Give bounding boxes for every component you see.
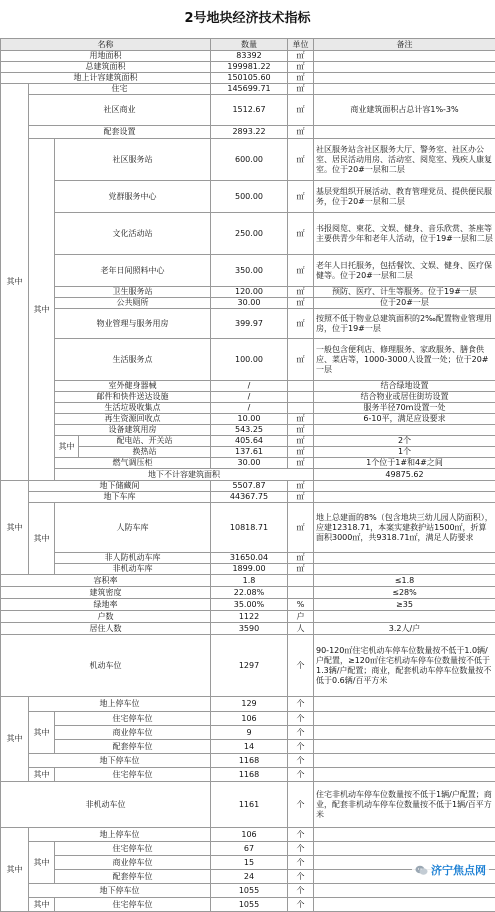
header-note: 备注 bbox=[314, 39, 495, 51]
table-row: 其中 地上停车位 106 个 bbox=[1, 828, 495, 842]
table-row: 其中 配电站、开关站 405.64 ㎡ 2个 bbox=[1, 436, 495, 447]
table-row: 设备建筑用房 543.25 ㎡ bbox=[1, 425, 495, 436]
group-label: 其中 bbox=[55, 436, 79, 458]
table-row: 配套设置 2893.22 ㎡ bbox=[1, 126, 495, 139]
table-row: 配套停车位 14 个 bbox=[1, 740, 495, 754]
table-row: 非人防机动车库 31650.04 ㎡ bbox=[1, 553, 495, 564]
table-row: 商业停车位 15 个 bbox=[1, 856, 495, 870]
table-row: 公共厕所 30.00 ㎡ 位于20#一层 bbox=[1, 298, 495, 309]
group-label: 其中 bbox=[29, 842, 55, 884]
page-title: 2号地块经济技术指标 bbox=[0, 0, 495, 38]
table-row: 其中 地下储藏间 5507.87 ㎡ bbox=[1, 481, 495, 492]
table-row: 用地面积 83392 ㎡ bbox=[1, 51, 495, 62]
table-row: 非机动车库 1899.00 ㎡ bbox=[1, 564, 495, 575]
economic-indicator-table bbox=[0, 38, 495, 912]
group-label: 其中 bbox=[1, 828, 29, 912]
table-row: 社区商业 1512.67 ㎡ 商业建筑面积占总计容1%-3% bbox=[1, 95, 495, 126]
chat-bubble-icon bbox=[415, 865, 428, 876]
table-row: 绿地率 35.00% % ≥35 bbox=[1, 599, 495, 611]
table-row: 其中 住宅停车位 1168 个 bbox=[1, 768, 495, 782]
table-row: 地下停车位 1168 个 bbox=[1, 754, 495, 768]
group-label: 其中 bbox=[1, 697, 29, 782]
table-row: 其中 住宅停车位 67 个 bbox=[1, 842, 495, 856]
table-row: 物业管理与服务用房 399.97 ㎡ 按照不低于物业总建筑面积的2‰配置物业管理用房，位于19#一层 bbox=[1, 309, 495, 339]
table-row: 居住人数 3590 人 3.2人/户 bbox=[1, 623, 495, 635]
table-row: 户数 1122 户 bbox=[1, 611, 495, 623]
table-row: 建筑密度 22.08% ≤28% bbox=[1, 587, 495, 599]
table-row: 其中 人防车库 10818.71 ㎡ 地上总建面的8%（包含地块三幼儿园人防面积），应建12318.71，本案实建救护站1500㎡，折算面积3000㎡，共9318.71㎡，满足人防要求 bbox=[1, 503, 495, 553]
table-row: 室外健身器械 / 结合绿地设置 bbox=[1, 381, 495, 392]
group-label: 其中 bbox=[29, 139, 55, 481]
table-row: 地上计容建筑面积 150105.60 ㎡ bbox=[1, 73, 495, 84]
table-row: 其中 住宅停车位 106 个 bbox=[1, 712, 495, 726]
header-qty: 数量 bbox=[211, 39, 288, 51]
table-row: 其中 住宅 145699.71 ㎡ bbox=[1, 84, 495, 95]
table-row: 配套停车位 24 个 bbox=[1, 870, 495, 884]
table-row: 文化活动站 250.00 ㎡ 书报阅览、柬花、文娱、健身、音乐欣赏、茶座等主要供青少年和老年人活动，位于19#一层和二层 bbox=[1, 213, 495, 255]
table-row: 燃气调压柜 30.00 ㎡ 1个位于1#和4#之间 bbox=[1, 458, 495, 469]
table-row: 换热站 137.61 ㎡ 1个 bbox=[1, 447, 495, 458]
table-row: 地下车库 44367.75 ㎡ bbox=[1, 492, 495, 503]
table-row: 总建筑面积 199981.22 ㎡ bbox=[1, 62, 495, 73]
table-row: 邮件和快件送达设施 / 结合物业或居住街坊设置 bbox=[1, 392, 495, 403]
group-label: 其中 bbox=[1, 84, 29, 481]
table-row: 其中 住宅停车位 1055 个 bbox=[1, 898, 495, 912]
table-row: 其中 社区服务站 600.00 ㎡ 社区服务站含社区服务大厅、警务室、社区办公室、居民活动用房、活动室、阅览室、残疾人康复室。位于20#一层和二层 bbox=[1, 139, 495, 181]
table-row: 其中 地上停车位 129 个 bbox=[1, 697, 495, 712]
table-row: 地下停车位 1055 个 bbox=[1, 884, 495, 898]
table-row: 地下不计容建筑面积 49875.62 bbox=[1, 469, 495, 481]
group-label: 其中 bbox=[29, 898, 55, 912]
table-row: 老年日间照料中心 350.00 ㎡ 老年人日托服务，包括餐饮、文娱、健身、医疗保健等。位于20#一层和二层 bbox=[1, 255, 495, 287]
group-label: 其中 bbox=[29, 503, 55, 575]
table-row: 党群服务中心 500.00 ㎡ 基层党组织开展活动、教育管理党员、提供便民服务，位于20#一层和二层 bbox=[1, 181, 495, 213]
group-label: 其中 bbox=[29, 712, 55, 754]
table-row: 卫生服务站 120.00 ㎡ 预防、医疗、计生等服务。位于19#一层 bbox=[1, 287, 495, 298]
group-label: 其中 bbox=[1, 481, 29, 575]
table-row: 非机动车位 1161 个 住宅非机动车停车位数量按不低于1辆/户配置；商业，配套非机动车停车位数量按不低于1辆/百平方米 bbox=[1, 782, 495, 828]
header-unit: 单位 bbox=[288, 39, 314, 51]
table-row: 再生资源回收点 10.00 ㎡ 6-10平，满足应设要求 bbox=[1, 414, 495, 425]
group-label: 其中 bbox=[29, 768, 55, 782]
table-row: 生活服务点 100.00 ㎡ 一般包含便利店、修理服务、家政服务、膳食供应、菜店等，1000-3000人设置一处；位于20#一层 bbox=[1, 339, 495, 381]
watermark-text: 济宁焦点网 bbox=[431, 862, 486, 878]
table-row: 生活垃圾收集点 / 服务半径70m设置一处 bbox=[1, 403, 495, 414]
table-row: 容积率 1.8 ≤1.8 bbox=[1, 575, 495, 587]
header-row bbox=[1, 39, 495, 51]
table-row: 机动车位 1297 个 90-120㎡住宅机动车停车位数量按不低于1.0辆/户配置，≥120㎡住宅机动车停车位数量按不低于1.3辆/户配置；商业，配套机动车停车位数量按不低于0.6辆/百平方米 bbox=[1, 635, 495, 697]
header-name: 名称 bbox=[1, 39, 211, 51]
table-row: 商业停车位 9 个 bbox=[1, 726, 495, 740]
watermark bbox=[412, 861, 489, 879]
